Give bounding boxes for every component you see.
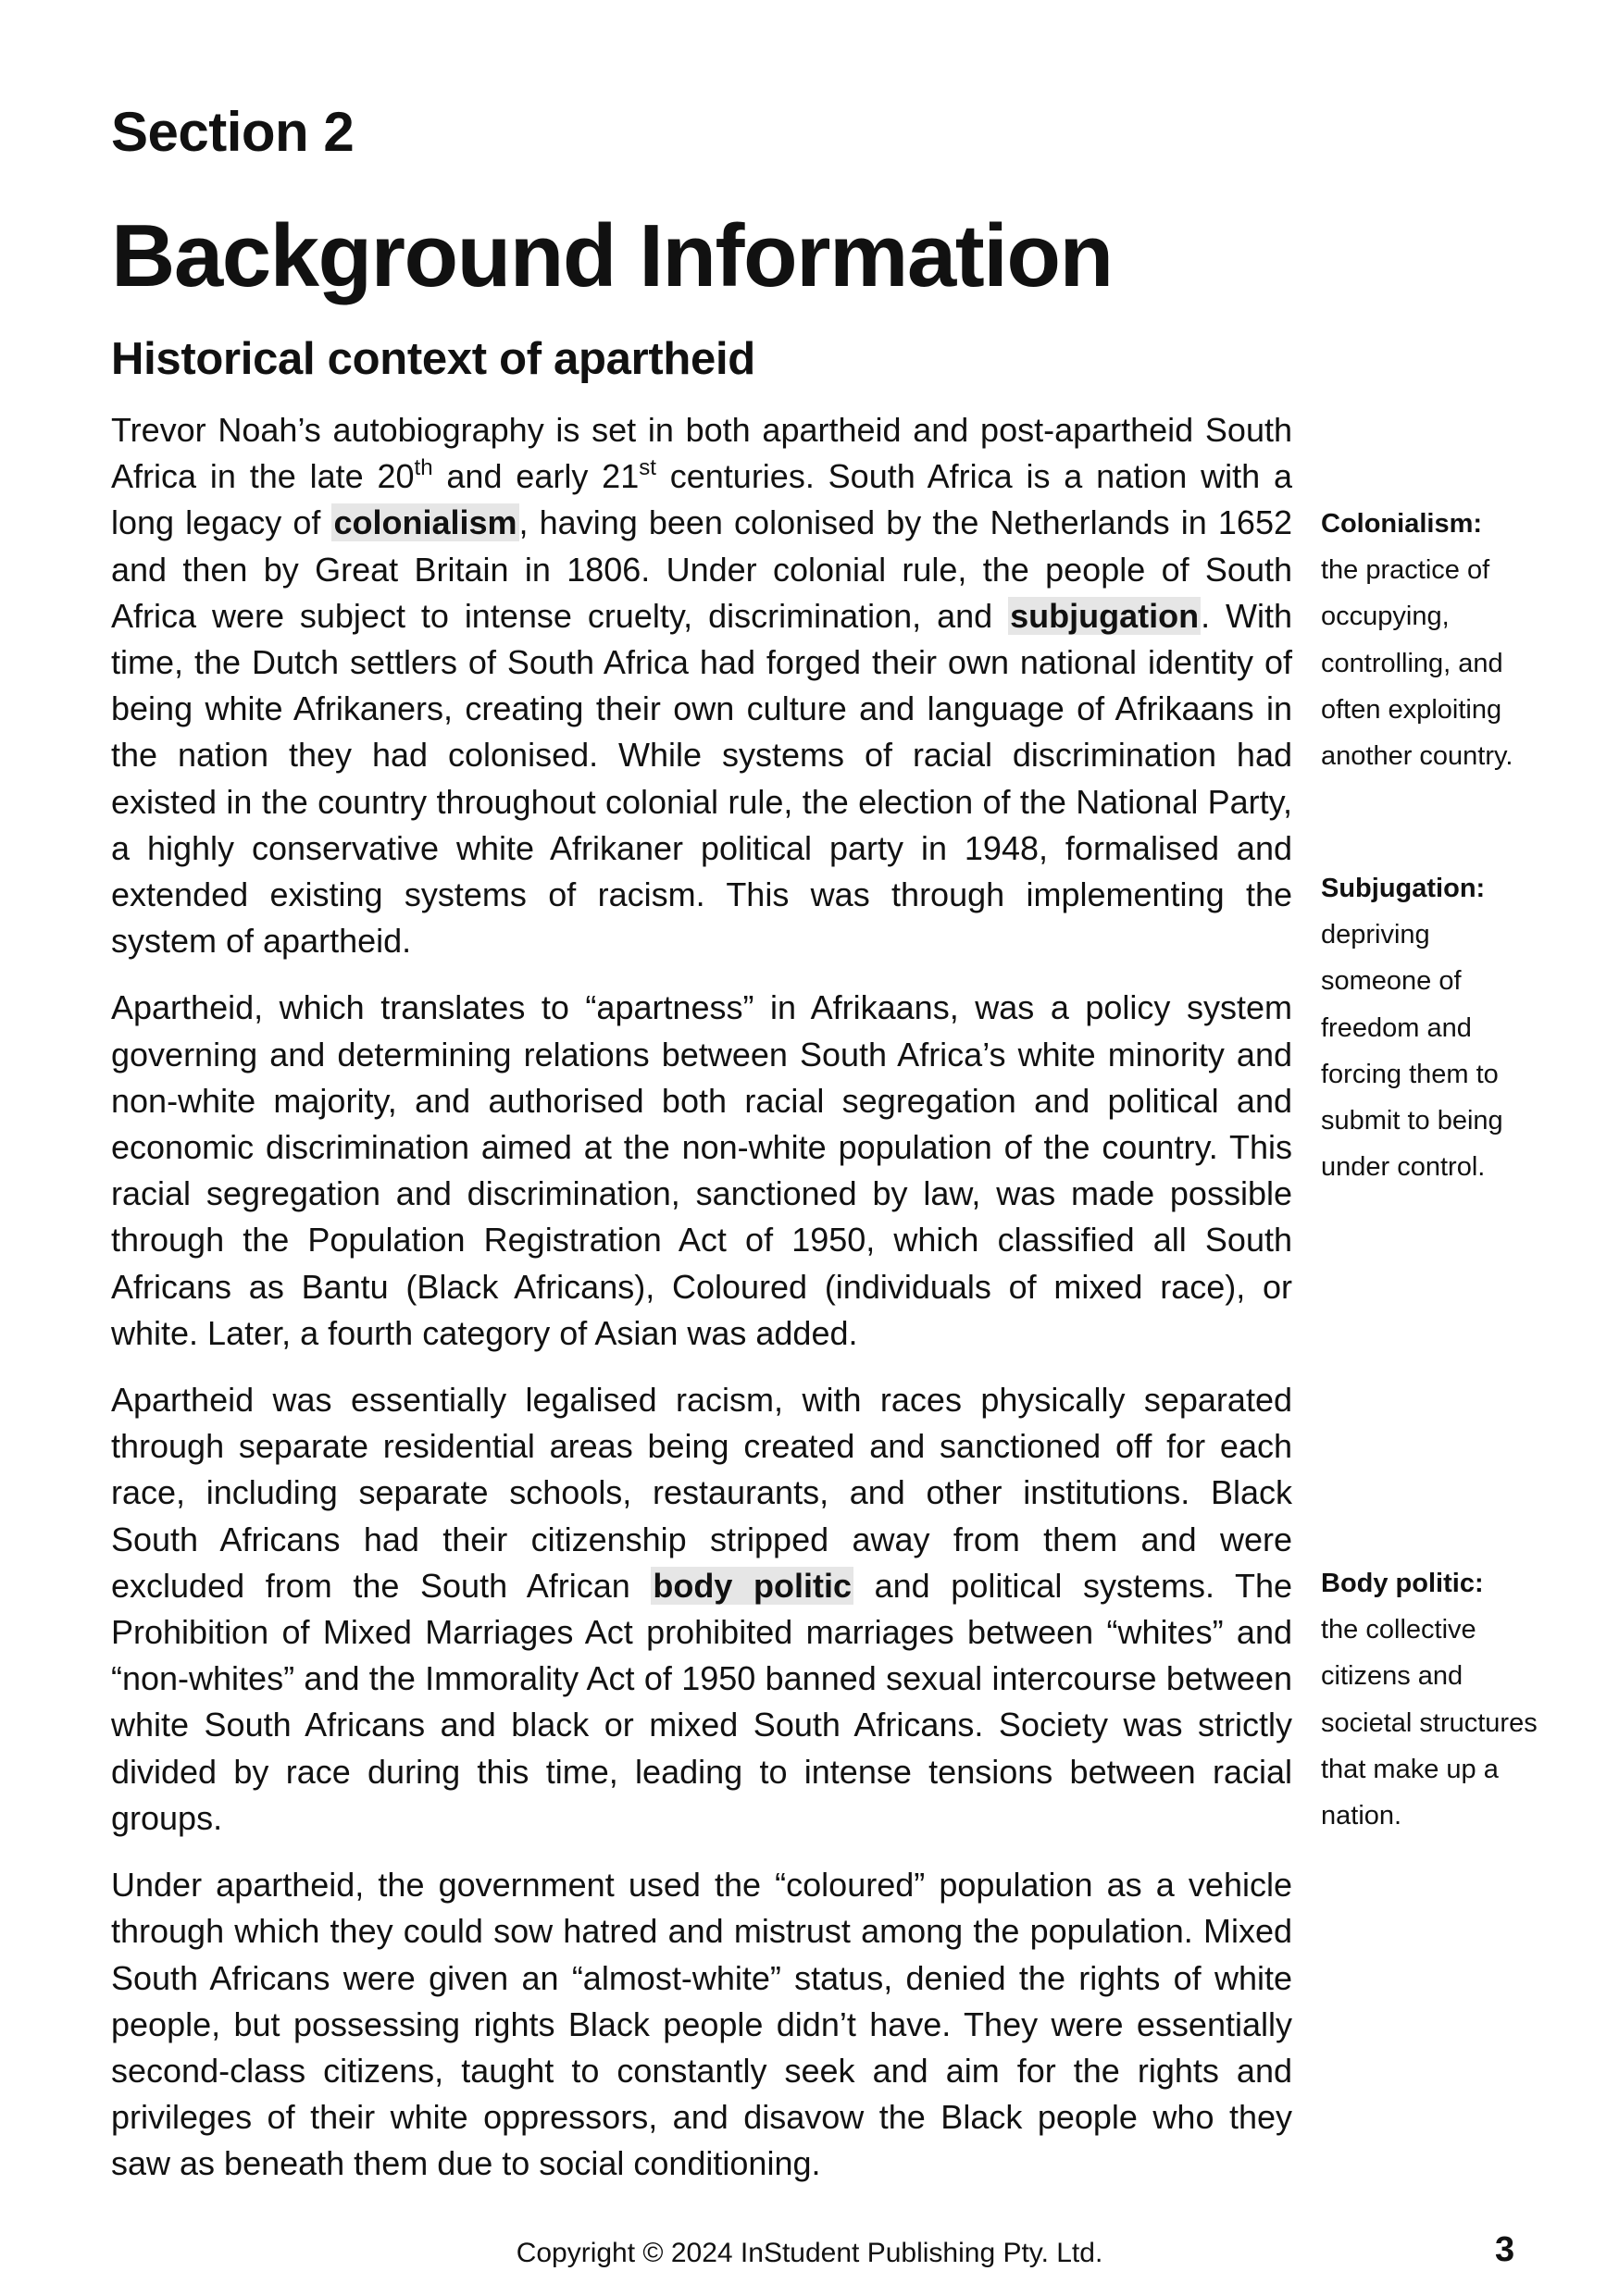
paragraph-4: Under apartheid, the government used the “coloured” population as a vehicle through which they could sow hatred and mistrust among the population. Mixed South Africans were given an “almost-white” status, denied the rights of white people, but possessing rights Black people didn’t have. They were essentially second-class citizens, taught to constantly seek and aim for the rights and privileges of their white oppressors, and disavow the Black people who they saw as beneath them due to social conditioning. bbox=[111, 1866, 1292, 2183]
glossary-note-subjugation bbox=[1321, 865, 1543, 1190]
copyright-footer: Copyright © 2024 InStudent Publishing Pty. Ltd. bbox=[516, 2238, 1103, 2268]
superscript-th: th bbox=[414, 455, 433, 481]
superscript-st: st bbox=[639, 455, 656, 481]
page-title: Background Information bbox=[111, 206, 1113, 305]
glossary-term-colonialism: colonialism bbox=[333, 503, 517, 542]
page-number: 3 bbox=[1495, 2230, 1515, 2269]
glossary-note-colonialism bbox=[1321, 501, 1543, 779]
glossary-note-definition: the practice of occupying, controlling, and often exploiting another country. bbox=[1321, 555, 1513, 772]
section-subtitle: Historical context of apartheid bbox=[111, 334, 755, 384]
paragraph-2: Apartheid, which translates to “apartness” in Afrikaans, was a policy system governing and determining relations between South Africa’s white minority and non-white majority, and authorised both racial segregation and political and economic discrimination aimed at the non-white population of the country. This racial segregation and discrimination, sanctioned by law, was made possible through the Population Registration Act of 1950, which classified all South Africans as Bantu (Black Africans), Coloured (individuals of mixed race), or white. Later, a fourth category of Asian was added. bbox=[111, 988, 1292, 1352]
glossary-note-term: Colonialism: bbox=[1321, 509, 1483, 539]
body-text bbox=[111, 407, 1292, 2208]
glossary-note-body-politic bbox=[1321, 1560, 1543, 1839]
glossary-note-definition: the collective citizens and societal structures that make up a nation. bbox=[1321, 1615, 1538, 1831]
glossary-term-body-politic: body politic bbox=[653, 1566, 852, 1605]
glossary-note-term: Subjugation: bbox=[1321, 874, 1486, 903]
paragraph-1: Trevor Noah’s autobiography is set in both apartheid and post-apartheid South Africa in the late 20th and early 21st centuries. South Africa is a nation with a long legacy of colonialism, having been colonised by the Netherlands in 1652 and then by Great Britain in 1806. Under colonial rule, the people of South Africa were subject to intense cruelty, discrimination, and subjugation. With time, the Dutch settlers of South Africa had forged their own national identity of being white Afrikaners, creating their own culture and language of Afrikaans in the nation they had colonised. While systems of racial discrimination had existed in the country throughout colonial rule, the election of the National Party, a highly conservative white Afrikaner political party in 1948, formalised and extended existing systems of racism. This was through implementing the system of apartheid. bbox=[111, 411, 1292, 961]
section-label: Section 2 bbox=[111, 101, 355, 163]
glossary-note-term: Body politic: bbox=[1321, 1569, 1484, 1598]
glossary-note-definition: depriving someone of freedom and forcing them to submit to being under control. bbox=[1321, 920, 1503, 1183]
paragraph-3: Apartheid was essentially legalised racism, with races physically separated through separate residential areas being created and sanctioned off for each race, including separate schools, restaurants, and other institutions. Black South Africans had their citizenship stripped away from them and were excluded from the South African body politic and political systems. The Prohibition of Mixed Marriages Act prohibited marriages between “whites” and “non-whites” and the Immorality Act of 1950 banned sexual intercourse between white South Africans and black or mixed South Africans. Society was strictly divided by race during this time, leading to intense tensions between racial groups. bbox=[111, 1381, 1292, 1837]
glossary-term-subjugation: subjugation bbox=[1010, 596, 1200, 635]
